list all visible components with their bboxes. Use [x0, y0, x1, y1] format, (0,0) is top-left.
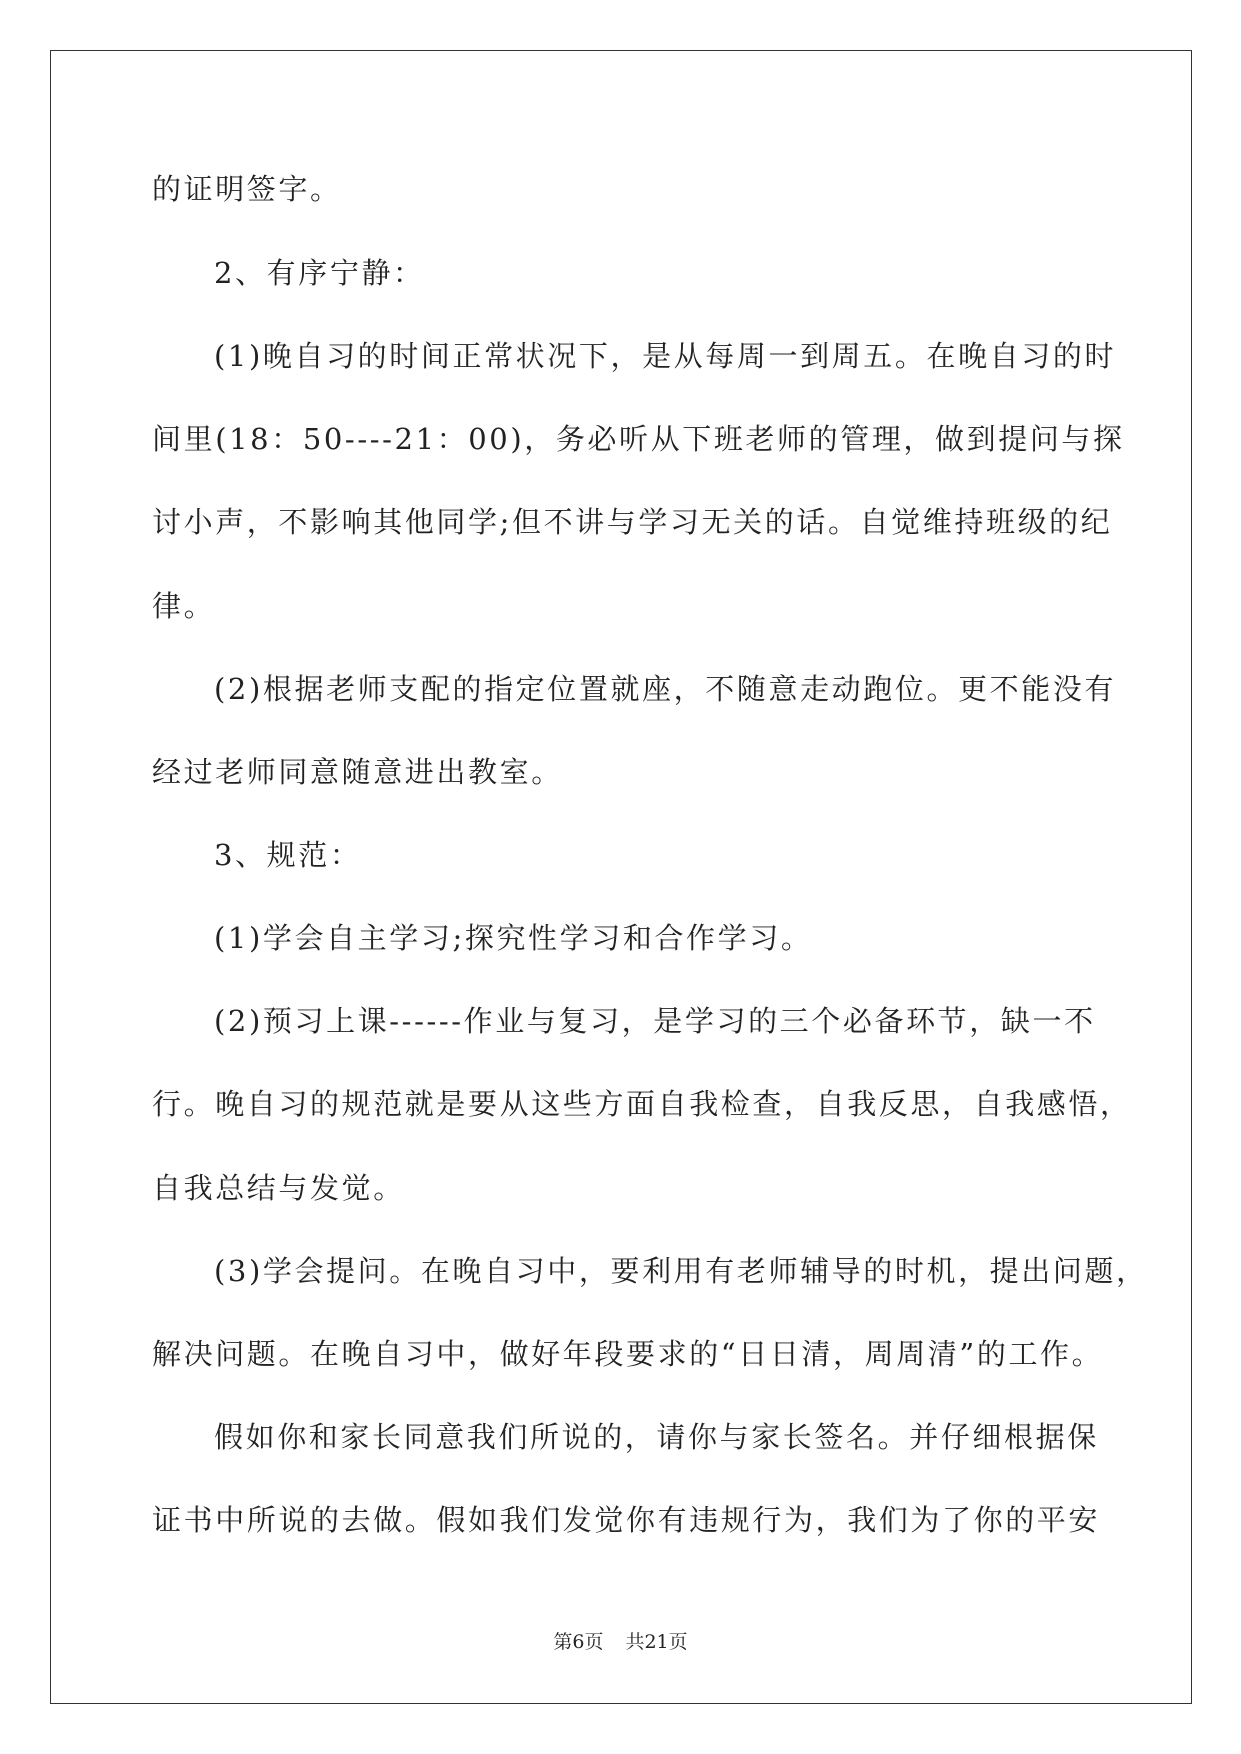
text-line: (1)学会自主学习;探究性学习和合作学习。: [214, 921, 813, 955]
text-line: 间里(18：50----21：00)，务必听从下班老师的管理，做到提问与探: [152, 422, 1125, 456]
text-line: 讨小声，不影响其他同学;但不讲与学习无关的话。自觉维持班级的纪: [152, 505, 1113, 539]
text-line: 的证明签字。: [152, 172, 342, 206]
page-border: [50, 50, 1192, 1704]
section-heading: 2、有序宁静：: [214, 256, 425, 290]
text-line: 经过老师同意随意进出教室。: [152, 755, 563, 789]
page-number: 第6页: [553, 1631, 604, 1653]
section-heading: 3、规范：: [214, 838, 362, 872]
text-line: 证书中所说的去做。假如我们发觉你有违规行为，我们为了你的平安: [152, 1503, 1101, 1537]
text-line: 解决问题。在晚自习中，做好年段要求的“日日清，周周清”的工作。: [152, 1337, 1104, 1371]
text-line: (1)晚自习的时间正常状况下，是从每周一到周五。在晚自习的时: [214, 339, 1117, 373]
page-footer: [0, 1627, 1241, 1654]
text-line: (3)学会提问。在晚自习中，要利用有老师辅导的时机，提出问题，: [214, 1254, 1148, 1288]
text-line: 行。晚自习的规范就是要从这些方面自我检查，自我反思，自我感悟，: [152, 1087, 1132, 1121]
text-line: 自我总结与发觉。: [152, 1171, 405, 1205]
text-line: (2)预习上课------作业与复习，是学习的三个必备环节，缺一不: [214, 1004, 1096, 1038]
text-line: (2)根据老师支配的指定位置就座，不随意走动跑位。更不能没有: [214, 672, 1117, 706]
text-line: 假如你和家长同意我们所说的，请你与家长签名。并仔细根据保: [214, 1420, 1099, 1454]
text-line: 律。: [152, 589, 216, 623]
page-total: 共21页: [625, 1631, 688, 1653]
